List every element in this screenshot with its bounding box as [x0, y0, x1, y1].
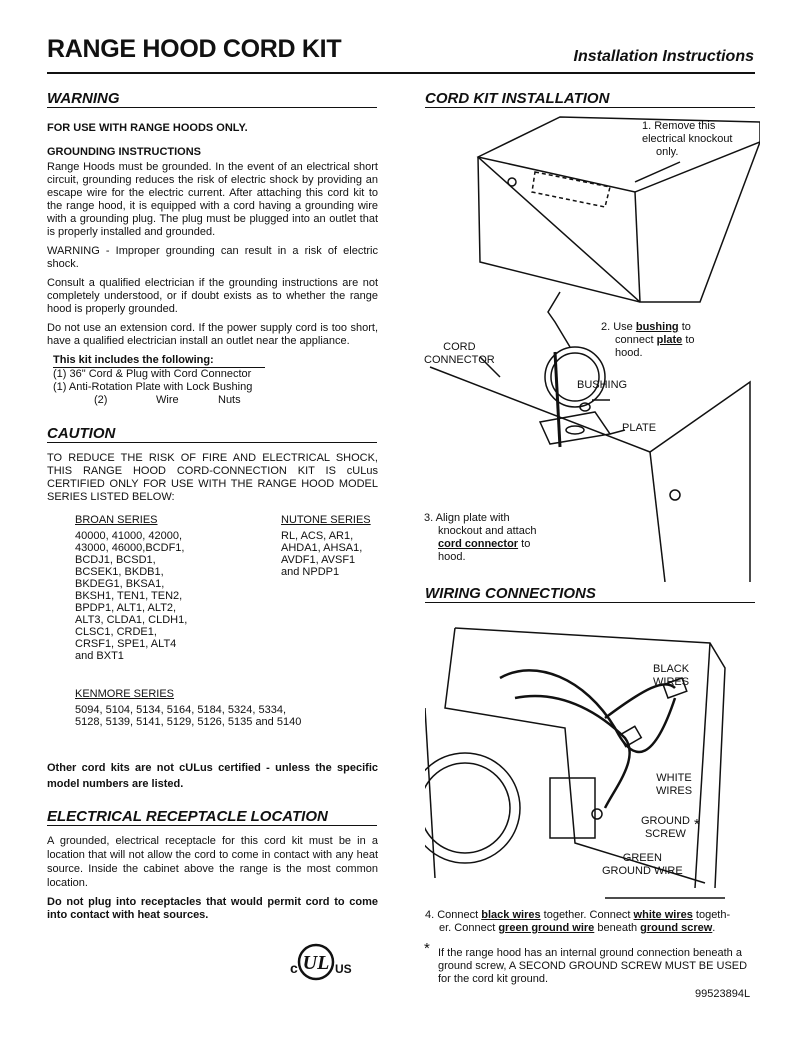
plate-label: PLATE	[622, 422, 657, 434]
t: CORD	[443, 341, 476, 353]
warning-p2: WARNING - Improper grounding can result in a risk of electric shock.	[47, 245, 378, 270]
t: WIRES	[656, 785, 693, 797]
use-only: FOR USE WITH RANGE HOODS ONLY.	[47, 122, 248, 134]
step2-label	[601, 321, 731, 360]
wiring-illustration	[425, 618, 755, 903]
model-line: RL, ACS, AR1,	[281, 530, 354, 542]
cord-connector-label	[424, 341, 495, 367]
model-line: and BXT1	[75, 650, 124, 662]
svg-text:UL: UL	[302, 952, 330, 974]
t: knockout and attach	[438, 525, 537, 537]
model-line: CRSF1, SPE1, ALT4	[75, 638, 177, 650]
wiring-heading: WIRING CONNECTIONS	[425, 587, 755, 603]
model-line: BKDEG1, BKSA1,	[75, 578, 165, 590]
t: 2. Use	[601, 321, 636, 333]
part-number: 99523894L	[695, 988, 751, 1000]
title-rule	[47, 72, 755, 74]
grounding-heading: GROUNDING INSTRUCTIONS	[47, 146, 201, 158]
t: 4. Connect	[425, 909, 482, 921]
kit-item: (1) 36" Cord & Plug with Cord Connector	[53, 368, 252, 380]
broan-list	[75, 530, 187, 662]
step3-label	[424, 512, 536, 564]
t: together. Connect	[540, 909, 634, 921]
t: GREEN	[622, 852, 662, 864]
receptacle-section	[47, 810, 378, 928]
t: WHITE	[656, 772, 692, 784]
ul-logo	[282, 940, 352, 984]
kenmore-heading: KENMORE SERIES	[75, 688, 175, 700]
model-line: 43000, 46000,BCDF1,	[75, 542, 185, 554]
svg-text:c: c	[290, 960, 298, 976]
warning-heading: WARNING	[47, 92, 377, 108]
t: to	[678, 321, 691, 333]
t: GROUND	[641, 815, 690, 827]
svg-text:US: US	[335, 962, 352, 976]
nutone-list	[281, 530, 371, 578]
model-line: ALT3, CLDA1, CLDH1,	[75, 614, 188, 626]
kit-item-wire: Wire	[156, 394, 179, 406]
model-line: AHDA1, AHSA1,	[281, 542, 363, 554]
t: to	[518, 538, 531, 550]
model-line: BKSH1, TEN1, TEN2,	[75, 590, 183, 602]
receptacle-p1: A grounded, electrical receptacle for this cord kit must be in a location that will not allow the cord to come in contact with any heat source. Inside the cabinet above the range is the most common location.	[47, 835, 378, 889]
note-asterisk: *	[424, 940, 430, 957]
warning-p4: Do not use an extension cord. If the power supply cord is too short, have a qualified electrician install an outlet near the appliance.	[47, 322, 378, 347]
kenmore-line: 5128, 5139, 5141, 5129, 5126, 5135 and 5140	[75, 716, 302, 728]
warning-p1: Range Hoods must be grounded. In the event of an electrical short circuit, grounding reduces the risk of electric shock by providing an escape wire for the electric current. After attaching this cord kit to the range hood, it is equipped with a cord having a grounding wire with a grounding plug. The plug must be plugged into an outlet that is properly installed and grounded.	[47, 161, 378, 238]
page-subtitle: Installation Instructions	[573, 48, 754, 65]
kit-qty: (2)	[94, 394, 108, 406]
plate-link: plate	[656, 334, 683, 346]
step4-text	[425, 909, 755, 935]
green-ground-wire-link: green ground wire	[498, 922, 595, 934]
model-line: CLSC1, CRDE1,	[75, 626, 157, 638]
model-line: BPDP1, ALT1, ALT2,	[75, 602, 177, 614]
model-line: AVDF1, AVSF1	[281, 554, 356, 566]
t: WIRES	[653, 676, 690, 688]
bushing-label: BUSHING	[577, 379, 628, 391]
t: er. Connect	[439, 922, 499, 934]
black-wires-link: black wires	[481, 909, 541, 921]
other-kits-note: Other cord kits are not cULus certified - unless the specific model numbers are listed.	[47, 762, 378, 790]
bushing-link: bushing	[635, 321, 679, 333]
caution-section	[47, 427, 378, 728]
t: beneath	[594, 922, 641, 934]
t: CONNECTOR	[424, 354, 495, 366]
kenmore-line: 5094, 5104, 5134, 5164, 5184, 5324, 5334,	[75, 704, 287, 716]
model-line: 40000, 41000, 42000,	[75, 530, 183, 542]
nutone-heading: NUTONE SERIES	[281, 514, 371, 526]
kit-heading: This kit includes the following:	[53, 354, 265, 368]
t: togeth-	[692, 909, 731, 921]
t: connect	[615, 334, 657, 346]
install-heading: CORD KIT INSTALLATION	[425, 92, 755, 108]
step1-line: electrical knockout	[642, 133, 733, 145]
kit-item-nuts: Nuts	[218, 394, 241, 406]
t: hood.	[438, 551, 466, 563]
t: to	[682, 334, 695, 346]
white-wires-label	[656, 772, 692, 798]
warning-p3: Consult a qualified electrician if the grounding instructions are not completely understood, or if doubt exists as to whether the range hood is properly grounded.	[47, 277, 378, 315]
t: GROUND WIRE	[602, 865, 683, 877]
model-line: and NPDP1	[281, 566, 340, 578]
step1-label	[642, 120, 733, 159]
warning-section	[47, 92, 378, 407]
t: hood.	[615, 347, 643, 359]
t: SCREW	[644, 828, 686, 840]
ground-screw-label	[641, 815, 690, 841]
ground-screw-link: ground screw	[640, 922, 713, 934]
white-wires-link: white wires	[633, 909, 693, 921]
model-line: BCSEK1, BKDB1,	[75, 566, 164, 578]
cord-connector-link: cord connector	[438, 538, 519, 550]
broan-heading: BROAN SERIES	[75, 514, 158, 526]
green-ground-wire-label	[602, 852, 683, 878]
caution-heading: CAUTION	[47, 427, 377, 443]
model-line: BCDJ1, BCSD1,	[75, 554, 156, 566]
receptacle-heading: ELECTRICAL RECEPTACLE LOCATION	[47, 810, 377, 826]
step1-line: only.	[656, 146, 679, 158]
caution-text: TO REDUCE THE RISK OF FIRE AND ELECTRICAL SHOCK, THIS RANGE HOOD CORD-CONNECTION KIT IS cULus CERTIFIED ONLY FOR USE WITH THE RANGE HOOD MODEL SERIES LISTED BELOW:	[47, 452, 378, 503]
t: 3. Align plate with	[424, 512, 510, 524]
t: .	[712, 922, 716, 934]
ground-screw-note: If the range hood has an internal ground connection beneath a ground screw, A SECOND GROUND SCREW MUST BE USED for the cord kit ground.	[438, 947, 748, 985]
t: BLACK	[653, 663, 690, 675]
receptacle-p2: Do not plug into receptacles that would permit cord to come into contact with heat sources.	[47, 896, 378, 921]
step1-line: 1. Remove this	[642, 120, 716, 132]
page-title: RANGE HOOD CORD KIT	[47, 35, 342, 63]
asterisk-mark: *	[694, 816, 700, 833]
kit-item: (1) Anti-Rotation Plate with Lock Bushing	[53, 381, 253, 393]
black-wires-label	[653, 663, 689, 689]
